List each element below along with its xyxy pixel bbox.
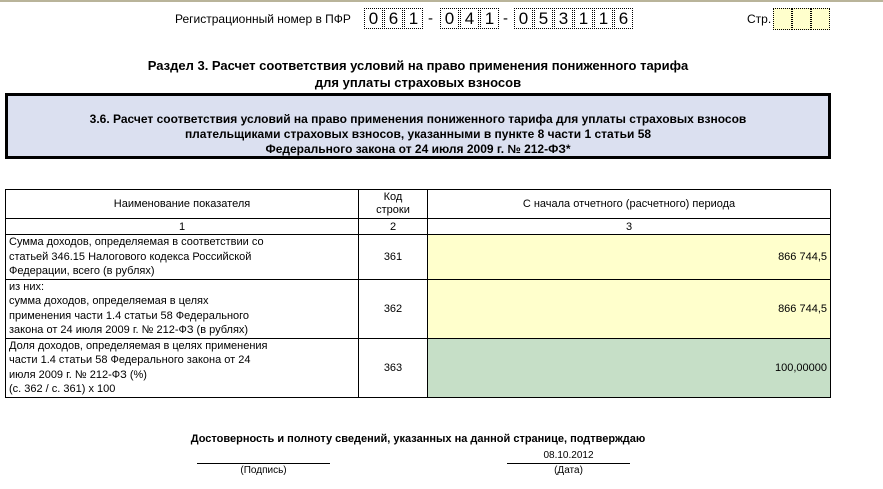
registration-digit[interactable]: 0 — [440, 8, 459, 29]
date-line — [507, 463, 630, 464]
page-digit-input[interactable] — [811, 8, 830, 30]
header-line-code-part: строки — [376, 204, 410, 216]
date-value[interactable]: 08.10.2012 — [543, 450, 594, 461]
row-label-line: Сумма доходов, определяемая в соответствии со — [9, 236, 264, 248]
registration-digit[interactable]: 6 — [614, 8, 633, 29]
table-row — [6, 235, 831, 280]
row-label-line: части 1.4 статьи 58 Федерального закона от 24 — [9, 354, 251, 366]
registration-digit[interactable]: 1 — [480, 8, 499, 29]
registration-digit[interactable]: 1 — [404, 8, 423, 29]
registration-label: Регистрационный номер в ПФР — [175, 12, 351, 26]
registration-digit[interactable]: 0 — [364, 8, 383, 29]
row-code: 363 — [359, 338, 428, 397]
registration-separator: - — [503, 10, 508, 27]
header-line-code-part: Код — [383, 191, 403, 203]
header-period: С начала отчетного (расчетного) периода — [428, 190, 831, 219]
row-value-calculated: 100,00000 — [428, 338, 831, 397]
header-line-code — [359, 190, 428, 219]
row-label-line: закона от 24 июля 2009 г. № 212-ФЗ (в рублях) — [9, 324, 249, 336]
page-digit-input[interactable] — [773, 8, 792, 30]
row-label — [6, 338, 359, 397]
row-value-input[interactable]: 866 744,5 — [428, 235, 831, 280]
subsection-title — [5, 93, 831, 159]
row-label-line: Доля доходов, определяемая в целях применения — [9, 339, 268, 352]
row-value-input[interactable]: 866 744,5 — [428, 279, 831, 338]
section-title — [0, 57, 836, 91]
registration-separator: - — [428, 10, 433, 27]
row-label-line: июля 2009 г. № 212-ФЗ (%) — [9, 368, 147, 381]
top-border — [0, 0, 883, 2]
table-row — [6, 279, 831, 338]
row-label — [6, 235, 359, 280]
registration-digit[interactable]: 0 — [514, 8, 533, 29]
page-label: Стр. — [747, 12, 772, 26]
row-code: 361 — [359, 235, 428, 280]
header-indicator-name: Наименование показателя — [6, 190, 359, 219]
row-label — [6, 279, 359, 338]
subsection-title-line: 3.6. Расчет соответствия условий на право применения пониженного тарифа для уплаты страховых взносов — [89, 112, 747, 126]
section-title-line: для уплаты страховых взносов — [314, 75, 522, 90]
registration-digit[interactable]: 4 — [460, 8, 479, 29]
date-caption: (Дата) — [554, 465, 583, 476]
registration-digit[interactable]: 6 — [384, 8, 403, 29]
column-number: 3 — [428, 219, 831, 235]
subsection-title-line: Федерального закона от 24 июля 2009 г. № 212-ФЗ* — [265, 142, 571, 156]
section-title-line: Раздел 3. Расчет соответствия условий на право применения пониженного тарифа — [147, 58, 689, 73]
row-label-line: сумма доходов, определяемая в целях — [9, 295, 209, 307]
page-digit-input[interactable] — [792, 8, 811, 30]
table-header-row — [6, 190, 831, 219]
column-number: 1 — [6, 219, 359, 235]
registration-digit[interactable]: 1 — [594, 8, 613, 29]
column-number: 2 — [359, 219, 428, 235]
row-label-line: (с. 362 / с. 361) х 100 — [9, 383, 116, 395]
column-numbers-row — [6, 219, 831, 235]
row-label-line: Федерации, всего (в рублях) — [9, 265, 155, 277]
confirmation-text: Достоверность и полноту сведений, указанных на данной странице, подтверждаю — [190, 433, 646, 445]
table-row — [6, 338, 831, 397]
row-label-line: применения части 1.4 статьи 58 Федерального — [9, 309, 250, 322]
indicators-table — [5, 189, 831, 398]
row-label-line: из них: — [9, 280, 45, 293]
signature-line[interactable] — [197, 463, 330, 464]
subsection-title-line: плательщиками страховых взносов, указанными в пункте 8 части 1 статьи 58 — [184, 127, 652, 141]
registration-digit[interactable]: 5 — [534, 8, 553, 29]
registration-digit[interactable]: 1 — [574, 8, 593, 29]
signature-caption: (Подпись) — [240, 465, 287, 476]
row-code: 362 — [359, 279, 428, 338]
row-label-line: статьей 346.15 Налогового кодекса Российской — [9, 250, 252, 263]
registration-digit[interactable]: 3 — [554, 8, 573, 29]
